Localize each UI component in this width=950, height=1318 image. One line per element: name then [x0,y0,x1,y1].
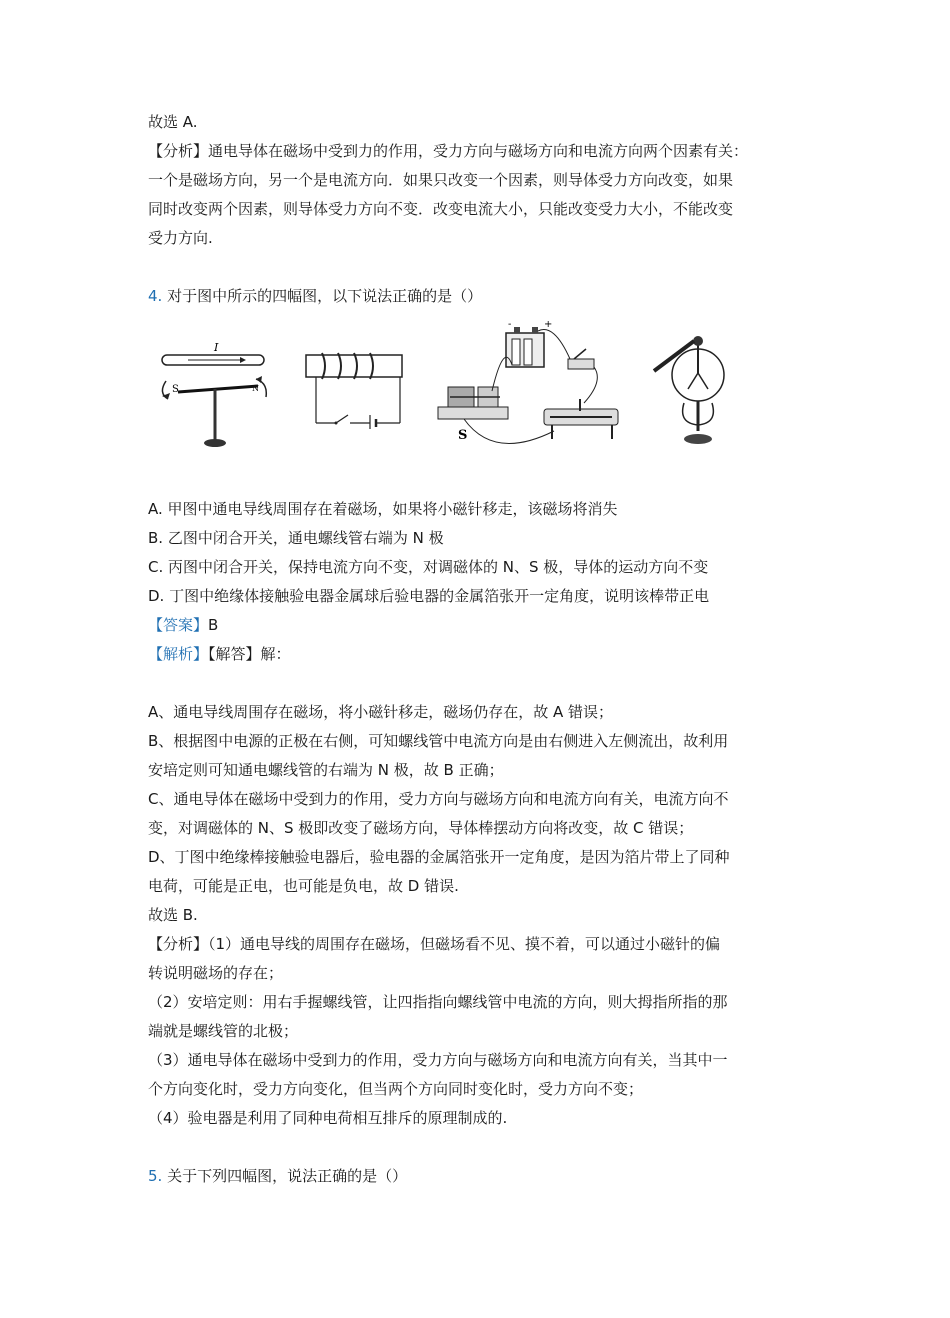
explanation-line: 个方向变化时，受力方向变化，但当两个方向同时变化时，受力方向不变； [148,1080,644,1098]
question-4-figures [148,321,813,481]
question-number: 5. [148,1167,163,1185]
analysis-line: 【分析】通电导体在磁场中受到力的作用，受力方向与磁场方向和电流方向两个因素有关： [148,142,749,160]
explain-tag: 【解析】 [148,645,209,663]
explanation-line: C、通电导体在磁场中受到力的作用，受力方向与磁场方向和电流方向有关，电流方向不 [148,790,729,808]
question-4-stem [148,282,813,311]
explain-line [148,640,813,669]
analysis-line: 同时改变两个因素，则导体受力方向不变．改变电流大小，只能改变受力大小，不能改变 [148,200,734,218]
answer-value: B [208,616,219,634]
explanation-line: 故选 B. [148,906,198,924]
explanation-line: （2）安培定则：用右手握螺线管，让四指指向螺线管中电流的方向，则大拇指所指的那 [148,993,728,1011]
north-label: N [252,384,259,393]
explanation-line: 变，对调磁体的 N、S 极即改变了磁场方向，导体棒摆动方向将改变，故 C 错误； [148,819,694,837]
explanation-line: D、丁图中绝缘棒接触验电器后，验电器的金属箔张开一定角度，是因为箔片带上了同种 [148,848,730,866]
explanation-line: 转说明磁场的存在； [148,964,284,982]
analysis-line: 一个是磁场方向，另一个是电流方向．如果只改变一个因素，则导体受力方向改变，如果 [148,171,734,189]
question-4-options [148,495,813,611]
figure-solenoid [300,349,410,429]
battery-plus-label: + [544,321,553,330]
south-label: S [172,384,179,395]
explain-head: 【解答】解： [208,645,291,663]
explanation-line: （3）通电导体在磁场中受到力的作用，受力方向与磁场方向和电流方向有关，当其中一 [148,1051,728,1069]
magnet-s-label: S [458,428,468,443]
answer-line [148,611,813,640]
option-a: A. 甲图中通电导线周围存在着磁场，如果将小磁针移走，该磁场将消失 [148,500,618,518]
answer-tag: 【答案】 [148,616,209,634]
option-d: D. 丁图中绝缘体接触验电器金属球后验电器的金属箔张开一定角度，说明该棒带正电 [148,587,710,605]
question-5-stem [148,1162,813,1191]
question-4-explanation [148,698,813,1133]
previous-analysis [148,137,813,253]
current-label: I [214,341,219,354]
explanation-line: 【分析】（1）通电导线的周围存在磁场，但磁场看不见、摸不着，可以通过小磁针的偏 [148,935,721,953]
document-body [148,108,813,1191]
explanation-line: （4）验电器是利用了同种电荷相互排斥的原理制成的. [148,1109,508,1127]
explanation-line: 电荷，可能是正电，也可能是负电，故 D 错误. [148,877,459,895]
figure-wire-compass [158,341,273,451]
figure-electroscope [648,327,738,453]
previous-choice: 故选 A. [148,113,198,131]
question-number: 4. [148,287,163,305]
question-text: 关于下列四幅图，说法正确的是（） [167,1167,408,1185]
explanation-line: B、根据图中电源的正极在右侧，可知螺线管中电流方向是由右侧进入左侧流出，故利用 [148,732,729,750]
explanation-line: 端就是螺线管的北极； [148,1022,299,1040]
option-b: B. 乙图中闭合开关，通电螺线管右端为 N 极 [148,529,444,547]
option-c: C. 丙图中闭合开关，保持电流方向不变，对调磁体的 N、S 极，导体的运动方向不变 [148,558,709,576]
question-text: 对于图中所示的四幅图，以下说法正确的是（） [167,287,483,305]
explanation-line: 安培定则可知通电螺线管的右端为 N 极，故 B 正确； [148,761,504,779]
battery-minus-label: - [508,321,512,330]
explanation-line: A、通电导线周围存在磁场，将小磁针移走，磁场仍存在，故 A 错误； [148,703,614,721]
figure-motor-apparatus [434,321,634,451]
analysis-line: 受力方向. [148,229,213,247]
